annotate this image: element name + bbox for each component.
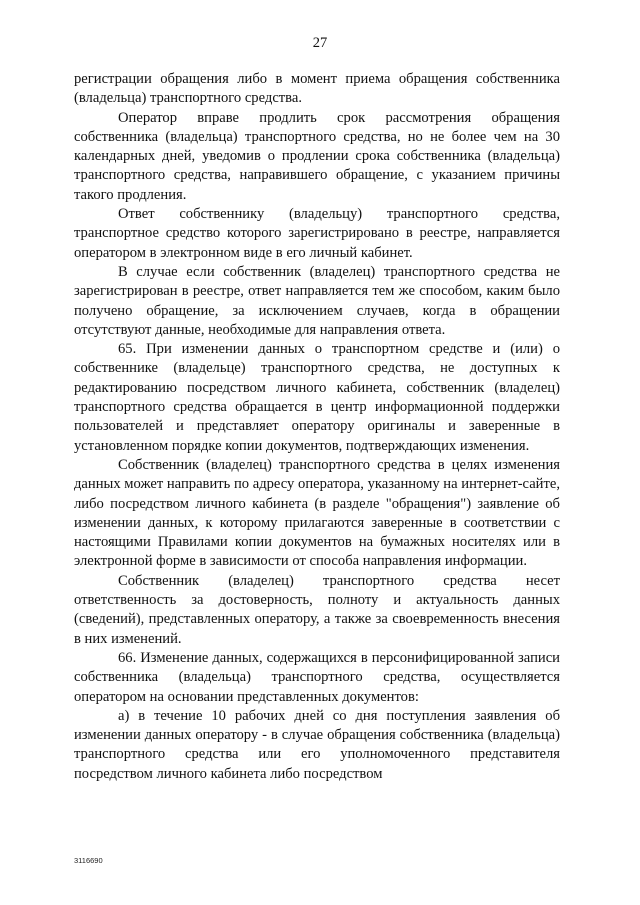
paragraph-change-request: Собственник (владелец) транспортного средства в целях изменения данных может направить по адресу оператора, указанному на интернет-сайте, либо посредством личного кабинета (в разделе "обращения") заявление об изменении данных, к которому прилагаются заверенные в соответствии с настоящими Правилами копии документов на бумажных носителях или в электронной форме в зависимости от способа направления информации.	[74, 456, 560, 570]
paragraph-responsibility: Собственник (владелец) транспортного средства несет ответственность за достоверность, полноту и актуальность данных (сведений), представленных оператору, а также за своевременность внесения в них изменений.	[74, 572, 560, 647]
paragraph-extension-of-term: Оператор вправе продлить срок рассмотрения обращения собственника (владельца) транспортного средства, но не более чем на 30 календарных дней, уведомив о продлении срока собственника (владельца) транспортного средства, направившего обращение, с указанием причины такого продления.	[74, 109, 560, 203]
paragraph-item-65: 65. При изменении данных о транспортном средстве и (или) о собственнике (владельце) транспортного средства, не доступных к редактированию посредством личного кабинета, собственник (владелец) транспортного средства обращается в центр информационной поддержки пользователей и представляет оператору оригиналы и заверенные в установленном порядке копии документов, подтверждающих изменения.	[74, 341, 560, 454]
paragraph-continuation: регистрации обращения либо в момент приема обращения собственника (владельца) транспортного средства.	[74, 71, 560, 107]
page-number: 27	[312, 35, 328, 51]
paragraph-answer-registered: Ответ собственнику (владельцу) транспортного средства, транспортное средство которого зарегистрировано в реестре, направляется оператором в электронном виде в его личный кабинет.	[74, 206, 560, 261]
document-code: 3116690	[74, 856, 103, 865]
paragraph-item-66: 66. Изменение данных, содержащихся в персонифицированной записи собственника (владельца) транспортного средства, осуществляется оператором на основании представленных документов:	[74, 649, 560, 705]
paragraph-answer-unregistered: В случае если собственник (владелец) транспортного средства не зарегистрирован в реестре, ответ направляется тем же способом, каким было получено обращение, за исключением случаев, когда в обращении отсутствуют данные, необходимые для направления ответа.	[74, 263, 560, 338]
document-body	[74, 70, 560, 784]
paragraph-subitem-a: а) в течение 10 рабочих дней со дня поступления заявления об изменении данных оператору - в случае обращения собственника (владельца) транспортного средства или его уполномоченного представителя посредством личного кабинета либо посредством	[74, 707, 560, 782]
